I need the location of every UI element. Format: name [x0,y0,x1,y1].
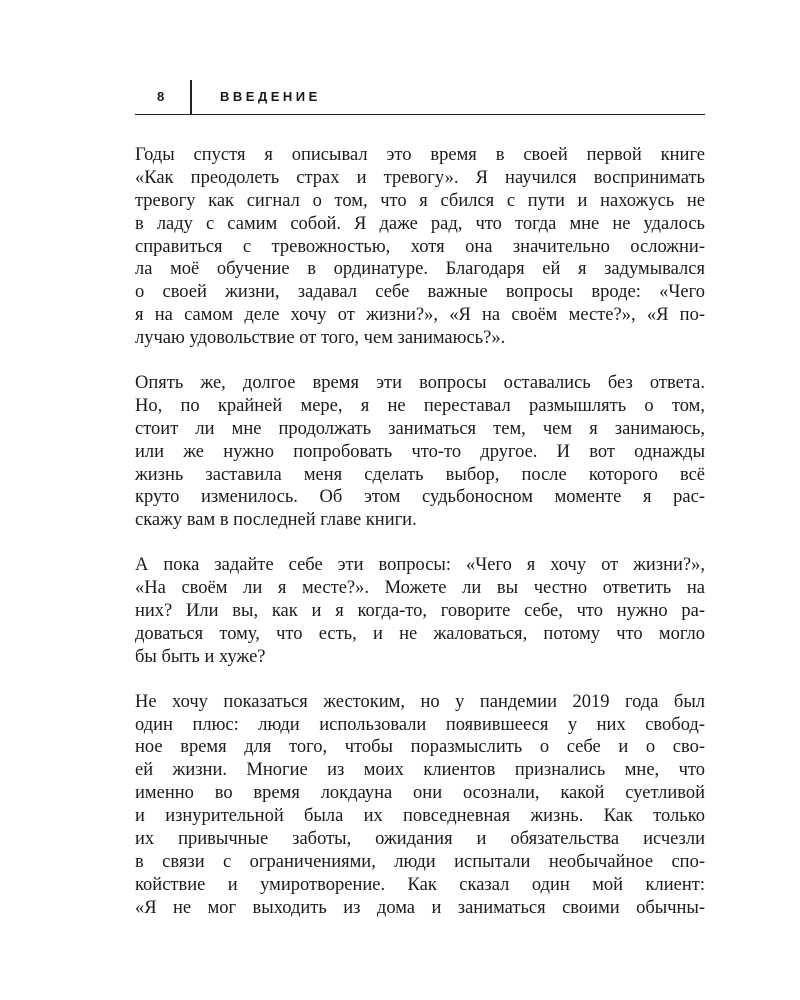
chapter-title: ВВЕДЕНИЕ [220,89,321,104]
paragraph-4 [135,691,705,920]
text-line: именно во время локдауна они осознали, какой суетливой [135,783,705,804]
paragraph-3 [135,554,705,668]
page-number: 8 [157,89,165,104]
text-line: о своей жизни, задавал себе важные вопросы вроде: «Чего [135,282,705,303]
text-line: их привычные заботы, ожидания и обязательства исчезли [135,829,705,850]
text-line: койствие и умиротворение. Как сказал один мой клиент: [135,874,705,895]
text-line: и изнурительной была их повседневная жизнь. Как только [135,806,705,827]
text-line: Но, по крайней мере, я не переставал размышлять о том, [135,395,705,416]
text-line: Годы спустя я описывал это время в своей первой книге [135,145,705,165]
text-line: стоит ли мне продолжать заниматься тем, чем я занимаюсь, [135,418,705,439]
text-line: скажу вам в последней главе книги. [135,510,417,531]
paragraph-1 [135,144,705,350]
paragraph-2 [135,372,705,532]
text-line: лучаю удовольствие от того, чем занимаюсь?». [135,328,506,349]
text-line: в связи с ограничениями, люди испытали необычайное спо- [135,851,705,872]
text-line: тревогу как сигнал о том, что я сбился с пути и нахожусь не [135,190,705,211]
text-line: «На своём ли я месте?». Можете ли вы честно ответить на [135,578,705,599]
header-divider [190,80,192,114]
text-line: «Я не мог выходить из дома и заниматься своими обычны- [135,897,705,918]
text-line: или же нужно попробовать что-то другое. И вот однажды [135,441,705,462]
text-line: «Как преодолеть страх и тревогу». Я научился воспринимать [135,167,705,188]
text-line: жизнь заставила меня сделать выбор, после которого всё [135,464,705,485]
text-line: Не хочу показаться жестоким, но у пандемии 2019 года был [135,691,705,712]
text-line: ное время для того, чтобы поразмыслить о себе и о сво- [135,737,705,758]
running-header [135,80,705,115]
text-line: в ладу с самим собой. Я даже рад, что тогда мне не удалось [135,213,705,234]
text-line: круто изменилось. Об этом судьбоносном моменте я рас- [135,487,705,508]
text-line: бы быть и хуже? [135,646,266,667]
text-line: один плюс: люди использовали появившееся у них свобод- [135,714,705,735]
text-line: Опять же, долгое время эти вопросы оставались без ответа. [135,373,705,394]
text-line: А пока задайте себе эти вопросы: «Чего я хочу от жизни?», [135,555,705,576]
body-text [135,144,705,942]
text-line: справиться с тревожностью, хотя она значительно осложни- [135,236,705,257]
text-line: ей жизни. Многие из моих клиентов признались мне, что [135,760,705,781]
text-line: них? Или вы, как и я когда-то, говорите себе, что нужно ра- [135,601,705,622]
text-line: доваться тому, что есть, и не жаловаться, потому что могло [135,623,705,644]
text-line: я на самом деле хочу от жизни?», «Я на своём месте?», «Я по- [135,305,705,326]
text-line: ла моё обучение в ординатуре. Благодаря ей я задумывался [135,259,705,280]
